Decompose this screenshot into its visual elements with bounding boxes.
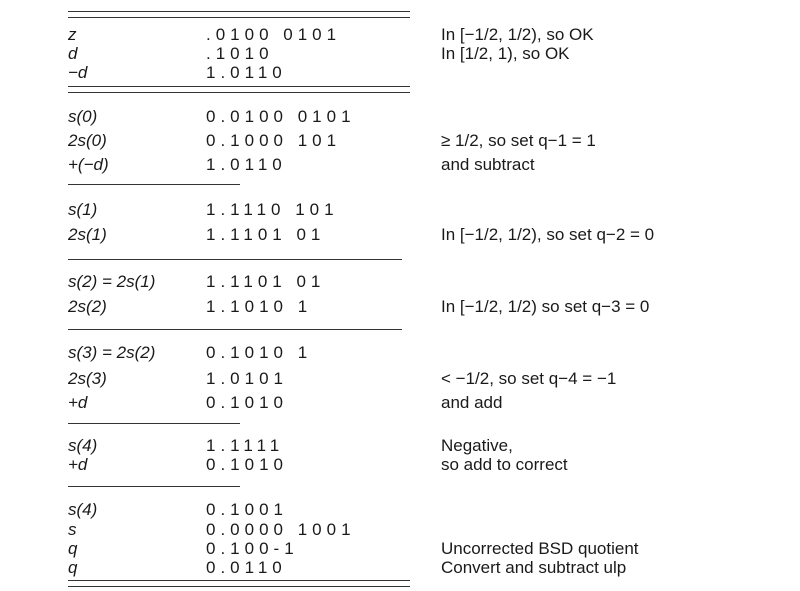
row-label: +d	[68, 393, 88, 412]
row-value: 0.0100 0101	[206, 107, 356, 126]
section-rule	[68, 423, 240, 424]
row-value: 1.0110	[206, 63, 287, 82]
row-label: s(4)	[68, 436, 98, 455]
row-label: s(3) = 2s(2)	[68, 343, 156, 362]
row-label: d	[68, 44, 78, 63]
row-label: 2s(3)	[68, 369, 107, 388]
row-label: s(0)	[68, 107, 98, 126]
section-rule	[68, 259, 402, 260]
row-value: 0.1010	[206, 455, 288, 474]
row-label: 2s(2)	[68, 297, 107, 316]
row-value: 0.1010	[206, 393, 288, 412]
row-note: Negative,	[441, 436, 513, 455]
row-label: s(2) = 2s(1)	[68, 272, 156, 291]
row-value: 0.0000 1001	[206, 520, 356, 539]
row-value: 1.1010 1	[206, 297, 313, 316]
row-label: −d	[68, 63, 88, 82]
row-note: and add	[441, 393, 503, 412]
row-value: 0.100-1	[206, 539, 299, 558]
row-value: 1.1110 101	[206, 200, 339, 219]
row-value: 0.1001	[206, 500, 288, 519]
row-label: z	[68, 25, 77, 44]
row-value: 0.1010 1	[206, 343, 313, 362]
row-note: In [−1/2, 1/2) so set q−3 = 0	[441, 297, 650, 316]
row-value: 0.0110	[206, 558, 287, 577]
row-value: 1.0101	[206, 369, 288, 388]
row-note: ≥ 1/2, so set q−1 = 1	[441, 131, 596, 150]
row-label: +(−d)	[68, 155, 109, 174]
row-label: s(1)	[68, 200, 98, 219]
top-double-rule	[68, 11, 410, 18]
row-label: q	[68, 558, 78, 577]
row-value: .0100 0101	[206, 25, 342, 44]
row-value: 1.1111	[206, 436, 285, 455]
section-rule	[68, 486, 240, 487]
row-note: and subtract	[441, 155, 535, 174]
row-value: 1.1101 01	[206, 225, 326, 244]
row-note: In [−1/2, 1/2), so set q−2 = 0	[441, 225, 655, 244]
row-label: q	[68, 539, 78, 558]
row-label: 2s(0)	[68, 131, 107, 150]
row-note: In [1/2, 1), so OK	[441, 44, 570, 63]
row-note: In [−1/2, 1/2), so OK	[441, 25, 594, 44]
row-label: 2s(1)	[68, 225, 107, 244]
row-value: 1.0110	[206, 155, 287, 174]
row-label: s(4)	[68, 500, 98, 519]
row-note: Convert and subtract ulp	[441, 558, 627, 577]
bottom-double-rule	[68, 580, 410, 587]
row-value: 1.1101 01	[206, 272, 326, 291]
row-value: .1010	[206, 44, 274, 63]
section-rule	[68, 329, 402, 330]
row-note: Uncorrected BSD quotient	[441, 539, 639, 558]
row-label: s	[68, 520, 77, 539]
section-rule	[68, 184, 240, 185]
section-double-rule	[68, 86, 410, 93]
row-label: +d	[68, 455, 88, 474]
row-value: 0.1000 101	[206, 131, 342, 150]
row-note: so add to correct	[441, 455, 568, 474]
row-note: < −1/2, so set q−4 = −1	[441, 369, 617, 388]
